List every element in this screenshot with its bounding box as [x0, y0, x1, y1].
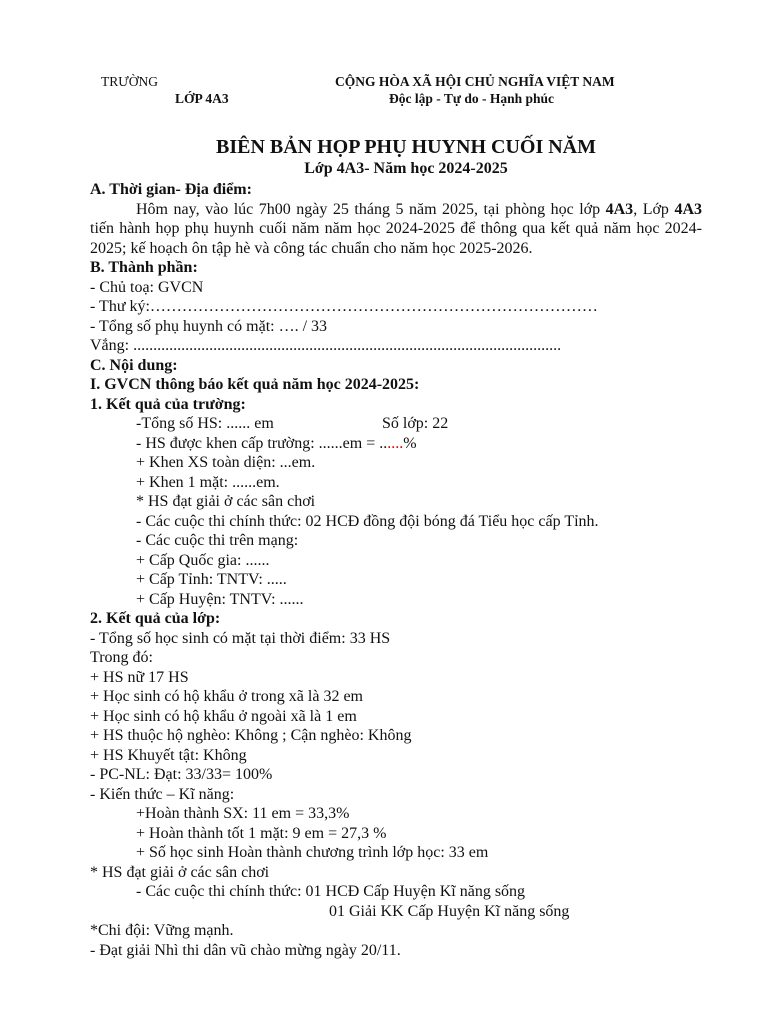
- class-awards-heading: * HS đạt giải ở các sân chơi: [90, 863, 270, 881]
- section-c-heading: C. Nội dung:: [90, 356, 178, 374]
- secretary-line: - Thư ký:…………………………………………………………………………: [90, 298, 598, 315]
- total-present-line: - Tổng số học sinh có mặt tại thời điểm: 33 HS: [90, 629, 391, 647]
- document-title: BIÊN BẢN HỌP PHỤ HUYNH CUỐI NĂM: [215, 136, 596, 158]
- pcnl-line: - PC-NL: Đạt: 33/33= 100%: [90, 766, 273, 783]
- knowledge-line: - Kiến thức – Kĩ năng:: [90, 785, 235, 803]
- national-line: + Cấp Quốc gia: ......: [136, 551, 270, 569]
- awards-heading: * HS đạt giải ở các sân chơi: [136, 493, 316, 510]
- paragraph-text: , Lớp: [633, 200, 675, 218]
- one-aspect-line: + Khen 1 mặt: ......em.: [136, 473, 280, 491]
- document-subtitle: Lớp 4A3- Năm học 2024-2025: [304, 160, 508, 177]
- motto: Độc lập - Tự do - Hạnh phúc: [389, 91, 555, 106]
- praised-percent: %: [403, 434, 417, 452]
- paragraph-text: Hôm nay, vào lúc 7h00 ngày 25 tháng 5 năm 2025, tại phòng học lớp: [136, 200, 606, 218]
- dance-line: - Đạt giải Nhì thi dân vũ chào mừng ngày 20/11.: [90, 941, 401, 959]
- paragraph-text: tiến hành họp phụ huynh cuối năm năm học 2024-2025 để thông qua kết quả năm học 2024-2025; kế hoạch ôn tập hè và công tác chuẩn cho năm học 2025-2026.: [90, 220, 702, 257]
- class-name-bold: 4A3: [674, 200, 703, 218]
- section-b-heading: B. Thành phần:: [90, 259, 198, 276]
- nation-heading: CỘNG HÒA XÃ HỘI CHỦ NGHĨA VIỆT NAM: [335, 74, 615, 89]
- chair-line: - Chủ toạ: GVCN: [90, 278, 204, 296]
- team-line: *Chi đội: Vững mạnh.: [90, 922, 234, 939]
- excellent-line: + Khen XS toàn diện: ...em.: [136, 454, 316, 471]
- school-results-heading: 1. Kết quả của trường:: [90, 395, 246, 413]
- praised-line: [90, 434, 702, 454]
- district-line: + Cấp Huyện: TNTV: ......: [136, 590, 304, 608]
- poor-line: + HS thuộc hộ nghèo: Không ; Cận nghèo: Không: [90, 727, 412, 744]
- completed-one-line: + Hoàn thành tốt 1 mặt: 9 em = 27,3 %: [136, 824, 387, 842]
- class-label: LỚP 4A3: [175, 91, 229, 106]
- class-name-bold: 4A3: [605, 200, 634, 218]
- disabled-line: + HS Khuyết tật: Không: [90, 746, 247, 764]
- female-line: + HS nữ 17 HS: [90, 668, 189, 686]
- class-results-heading: 2. Kết quả của lớp:: [90, 610, 221, 627]
- of-which-line: Trong đó:: [90, 649, 153, 666]
- completed-excellent-line: +Hoàn thành SX: 11 em = 33,3%: [136, 805, 350, 822]
- official-award-2: 01 Giải KK Cấp Huyện Kĩ năng sống: [329, 902, 570, 920]
- praised-blank: ....: [387, 434, 404, 452]
- section-a-heading: A. Thời gian- Địa điểm:: [90, 181, 252, 198]
- total-students: -Tổng số HS: ...... em: [136, 415, 274, 432]
- document-body: [90, 180, 702, 960]
- completed-program-line: + Số học sinh Hoàn thành chương trình lớp học: 33 em: [136, 844, 489, 861]
- school-totals-line: [90, 414, 702, 434]
- out-commune-line: + Học sinh có hộ khẩu ở ngoài xã là 1 em: [90, 707, 357, 725]
- in-commune-line: + Học sinh có hộ khẩu ở trong xã là 32 em: [90, 688, 363, 705]
- provincial-line: + Cấp Tỉnh: TNTV: .....: [136, 571, 287, 588]
- official-contests-line: - Các cuộc thi chính thức: 02 HCĐ đồng đội bóng đá Tiểu học cấp Tỉnh.: [136, 512, 599, 530]
- praised-text: - HS được khen cấp trường: ......em = ..: [136, 434, 388, 452]
- online-contests-line: - Các cuộc thi trên mạng:: [136, 532, 299, 549]
- school-label: TRƯỜNG: [101, 74, 158, 89]
- attendance-line: - Tổng số phụ huynh có mặt: …. / 33: [90, 317, 328, 335]
- part-1-heading: I. GVCN thông báo kết quả năm học 2024-2025:: [90, 376, 420, 393]
- absent-line: Vắng: ...........................................................................................................: [90, 337, 562, 354]
- official-award-1: - Các cuộc thi chính thức: 01 HCĐ Cấp Huyện Kĩ năng sống: [136, 883, 526, 900]
- section-a-paragraph: [90, 200, 702, 259]
- class-count: Số lớp: 22: [382, 415, 449, 432]
